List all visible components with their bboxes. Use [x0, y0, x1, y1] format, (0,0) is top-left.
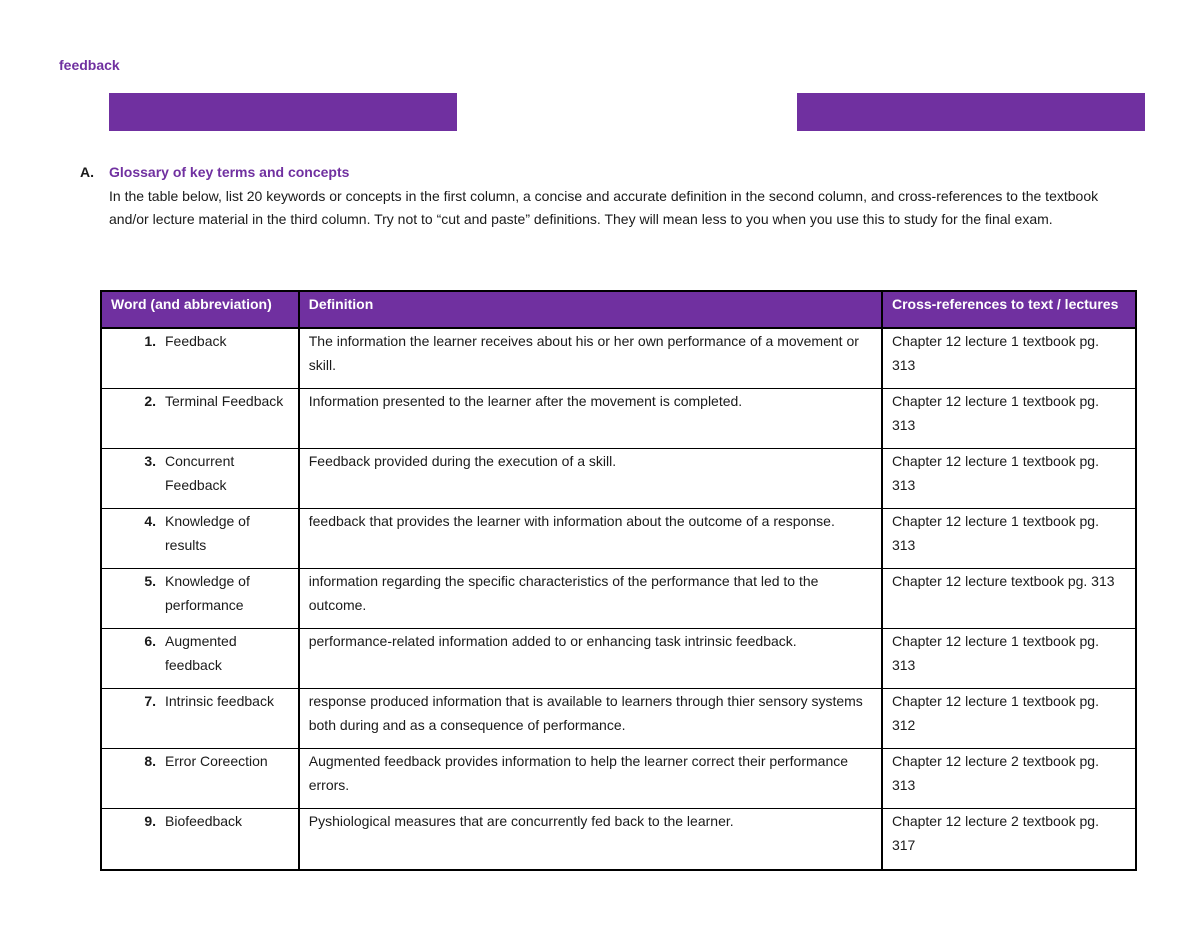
- definition-cell: Pyshiological measures that are concurrently fed back to the learner.: [299, 809, 882, 871]
- glossary-section: [80, 161, 1140, 232]
- cross-reference-cell: Chapter 12 lecture 1 textbook pg. 313: [882, 509, 1136, 569]
- term-cell: [101, 689, 299, 749]
- cross-reference-cell: Chapter 12 lecture textbook pg. 313: [882, 569, 1136, 629]
- term-wrapper: [111, 630, 289, 677]
- term-cell: [101, 629, 299, 689]
- term-text: Intrinsic feedback: [165, 693, 274, 709]
- term-wrapper: [111, 450, 289, 497]
- term-cell: [101, 749, 299, 809]
- term-number: 2.: [144, 393, 156, 409]
- header-bar-left: [109, 93, 457, 131]
- definition-cell: The information the learner receives about his or her own performance of a movement or skill.: [299, 328, 882, 389]
- term-text: Knowledge of performance: [165, 573, 250, 613]
- term-wrapper: [111, 570, 289, 617]
- definition-cell: information regarding the specific characteristics of the performance that led to the outcome.: [299, 569, 882, 629]
- definition-cell: feedback that provides the learner with information about the outcome of a response.: [299, 509, 882, 569]
- glossary-table: [100, 290, 1137, 871]
- term-cell: [101, 509, 299, 569]
- term-number: 7.: [144, 693, 156, 709]
- term-wrapper: [111, 510, 289, 557]
- cross-reference-cell: Chapter 12 lecture 1 textbook pg. 313: [882, 328, 1136, 389]
- cross-reference-cell: Chapter 12 lecture 1 textbook pg. 313: [882, 389, 1136, 449]
- table-row: [101, 328, 1136, 389]
- section-letter: A.: [80, 164, 94, 180]
- term-wrapper: [111, 750, 289, 774]
- section-instructions: In the table below, list 20 keywords or concepts in the first column, a concise and accurate definition in the second column, and cross-references to the textbook and/or lecture material in the third column. Try not to “cut and paste” definitions. They will mean less to you when you use this to study for the final exam.: [109, 187, 1099, 227]
- cross-reference-cell: Chapter 12 lecture 1 textbook pg. 313: [882, 449, 1136, 509]
- term-cell: [101, 809, 299, 871]
- term-text: Concurrent Feedback: [165, 453, 235, 493]
- cross-reference-cell: Chapter 12 lecture 2 textbook pg. 317: [882, 809, 1136, 871]
- term-cell: [101, 569, 299, 629]
- term-text: Feedback: [165, 333, 227, 349]
- table-row: [101, 689, 1136, 749]
- table-row: [101, 389, 1136, 449]
- definition-cell: Feedback provided during the execution of a skill.: [299, 449, 882, 509]
- definition-cell: performance-related information added to or enhancing task intrinsic feedback.: [299, 629, 882, 689]
- term-cell: [101, 328, 299, 389]
- table-row: [101, 809, 1136, 871]
- table-row: [101, 629, 1136, 689]
- header-bar-right: [797, 93, 1145, 131]
- table-body: [101, 328, 1136, 870]
- term-number: 9.: [144, 813, 156, 829]
- definition-cell: Augmented feedback provides information to help the learner correct their performance errors.: [299, 749, 882, 809]
- term-wrapper: [111, 690, 289, 714]
- table-header-row: [101, 291, 1136, 328]
- definition-cell: Information presented to the learner after the movement is completed.: [299, 389, 882, 449]
- document-title: feedback: [59, 57, 120, 73]
- table-row: [101, 509, 1136, 569]
- definition-cell: response produced information that is available to learners through thier sensory systems both during and as a consequence of performance.: [299, 689, 882, 749]
- term-text: Biofeedback: [165, 813, 243, 829]
- table-row: [101, 449, 1136, 509]
- term-cell: [101, 449, 299, 509]
- cross-reference-cell: Chapter 12 lecture 2 textbook pg. 313: [882, 749, 1136, 809]
- term-number: 3.: [144, 453, 156, 469]
- column-header-word: Word (and abbreviation): [101, 291, 299, 328]
- term-wrapper: [111, 330, 289, 354]
- column-header-definition: Definition: [299, 291, 882, 328]
- table-row: [101, 569, 1136, 629]
- term-number: 4.: [144, 513, 156, 529]
- term-number: 1.: [144, 333, 156, 349]
- term-text: Terminal Feedback: [165, 393, 284, 409]
- term-number: 8.: [144, 753, 156, 769]
- term-text: Augmented feedback: [165, 633, 237, 673]
- term-wrapper: [111, 390, 289, 414]
- cross-reference-cell: Chapter 12 lecture 1 textbook pg. 312: [882, 689, 1136, 749]
- term-number: 6.: [144, 633, 156, 649]
- section-heading: [80, 161, 1140, 185]
- term-wrapper: [111, 810, 289, 834]
- section-title: Glossary of key terms and concepts: [109, 164, 350, 180]
- cross-reference-cell: Chapter 12 lecture 1 textbook pg. 313: [882, 629, 1136, 689]
- term-text: Knowledge of results: [165, 513, 250, 553]
- column-header-cross-references: Cross-references to text / lectures: [882, 291, 1136, 328]
- term-number: 5.: [144, 573, 156, 589]
- table-row: [101, 749, 1136, 809]
- term-cell: [101, 389, 299, 449]
- term-text: Error Coreection: [165, 753, 268, 769]
